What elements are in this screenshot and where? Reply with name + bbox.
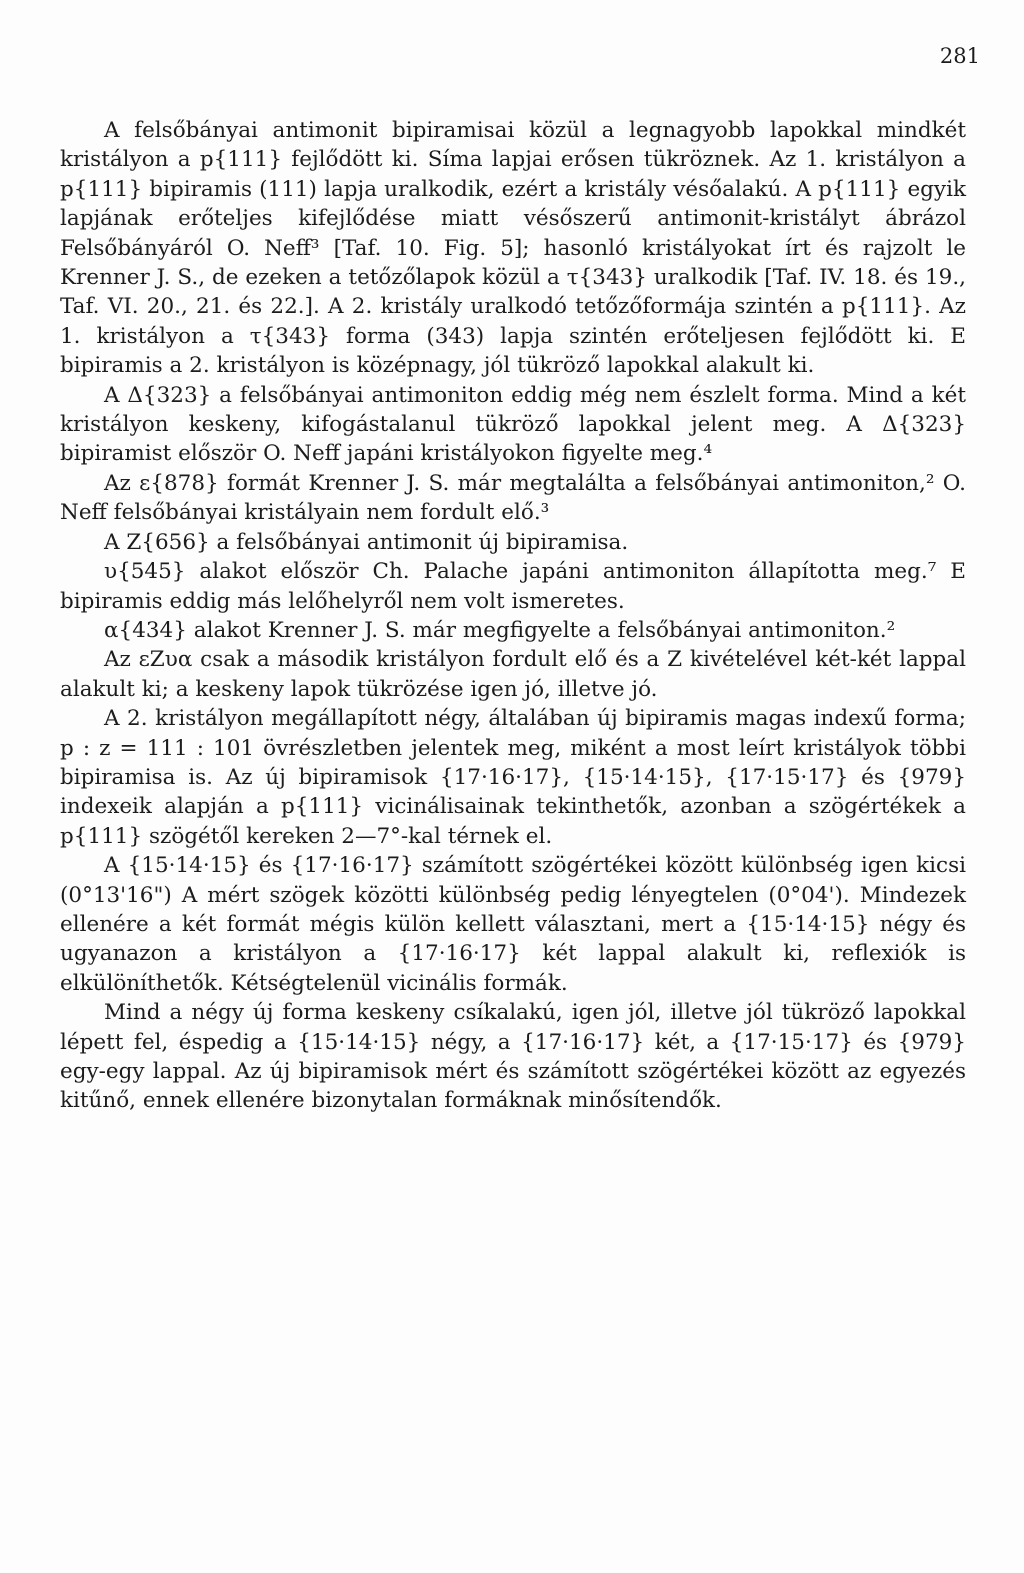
paragraph: α{434} alakot Krenner J. S. már megfigyelte a felsőbányai antimoniton.² bbox=[104, 617, 896, 643]
paragraph: A {15·14·15} és {17·16·17} számított szögértékei között különbség igen kicsi (0°13'16") A mért szögek közötti különbség pedig lényegtelen (0°04'). Mindezek ellenére a két formát mégis külön kellett választani, mert a {15·14·15} négy és ugyanazon a kristályon a {17·16·17} két lappal alakult ki, reflexiók is elkülöníthetők. Kétségtelenül vicinális formák. bbox=[60, 853, 966, 996]
paragraph: Az εZυα csak a második kristályon fordult elő és a Z kivételével két-két lappal alakult ki; a keskeny lapok tükrözése igen jó, illetve jó. bbox=[60, 647, 966, 702]
paragraph: A felsőbányai antimonit bipiramisai közül a legnagyobb lapokkal mindkét kristályon a p{111} fejlődött ki. Síma lapjai erősen tükröznek. Az 1. kristályon a p{111} bipiramis (111) lapja uralkodik, ezért a kristály vésőalakú. A p{111} egyik lapjának erőteljes kifejlődése miatt vésőszerű antimonit-kristályt ábrázol Felsőbányáról O. Neff³ [Taf. 10. Fig. 5]; hasonló kristályokat írt és rajzolt le Krenner J. S., de ezeken a tetőzőlapok közül a τ{343} uralkodik [Taf. IV. 18. és 19., Taf. VI. 20., 21. és 22.]. A 2. kristály uralkodó tetőzőformája szintén a p{111}. Az 1. kristályon a τ{343} forma (343) lapja szintén erőteljesen fejlődött ki. E bipiramis a 2. kristályon is középnagy, jól tükröző lapokkal alakult ki. bbox=[60, 118, 966, 379]
paragraph: A Δ{323} a felsőbányai antimoniton eddig még nem észlelt forma. Mind a két kristályon keskeny, kifogástalanul tükröző lapokkal jelent meg. A Δ{323} bipiramist először O. Neff japáni kristályokon figyelte meg.⁴ bbox=[60, 382, 966, 467]
paragraph: A 2. kristályon megállapított négy, általában új bipiramis magas indexű forma; p : z = 111 : 101 övrészletben jelentek meg, miként a most leírt kristályok többi bipiramisa is. Az új bipiramisok {17·16·17}, {15·14·15}, {17·15·17} és {979} indexeik alapján a p{111} vicinálisainak tekinthetők, azonban a szögértékek a p{111} szögétől kereken 2—7°-kal térnek el. bbox=[60, 706, 966, 849]
paragraph: υ{545} alakot először Ch. Palache japáni antimoniton állapította meg.⁷ E bipiramis eddig más lelőhelyről nem volt ismeretes. bbox=[60, 559, 966, 614]
page-number: 281 bbox=[939, 44, 980, 68]
paragraph: Az ε{878} formát Krenner J. S. már megtalálta a felsőbányai antimoniton,² O. Neff felsőbányai kristályain nem fordult elő.³ bbox=[60, 470, 966, 526]
paragraph: Mind a négy új forma keskeny csíkalakú, igen jól, illetve jól tükröző lapokkal lépett fel, éspedig a {15·14·15} négy, a {17·16·17} két, a {17·15·17} és {979} egy-egy lappal. Az új bipiramisok mért és számított szögértékei között az egyezés kitűnő, ennek ellenére bizonytalan formáknak minősítendők. bbox=[60, 1000, 966, 1114]
body-text bbox=[60, 116, 966, 1116]
paragraph: A Z{656} a felsőbányai antimonit új bipiramisa. bbox=[104, 529, 629, 555]
